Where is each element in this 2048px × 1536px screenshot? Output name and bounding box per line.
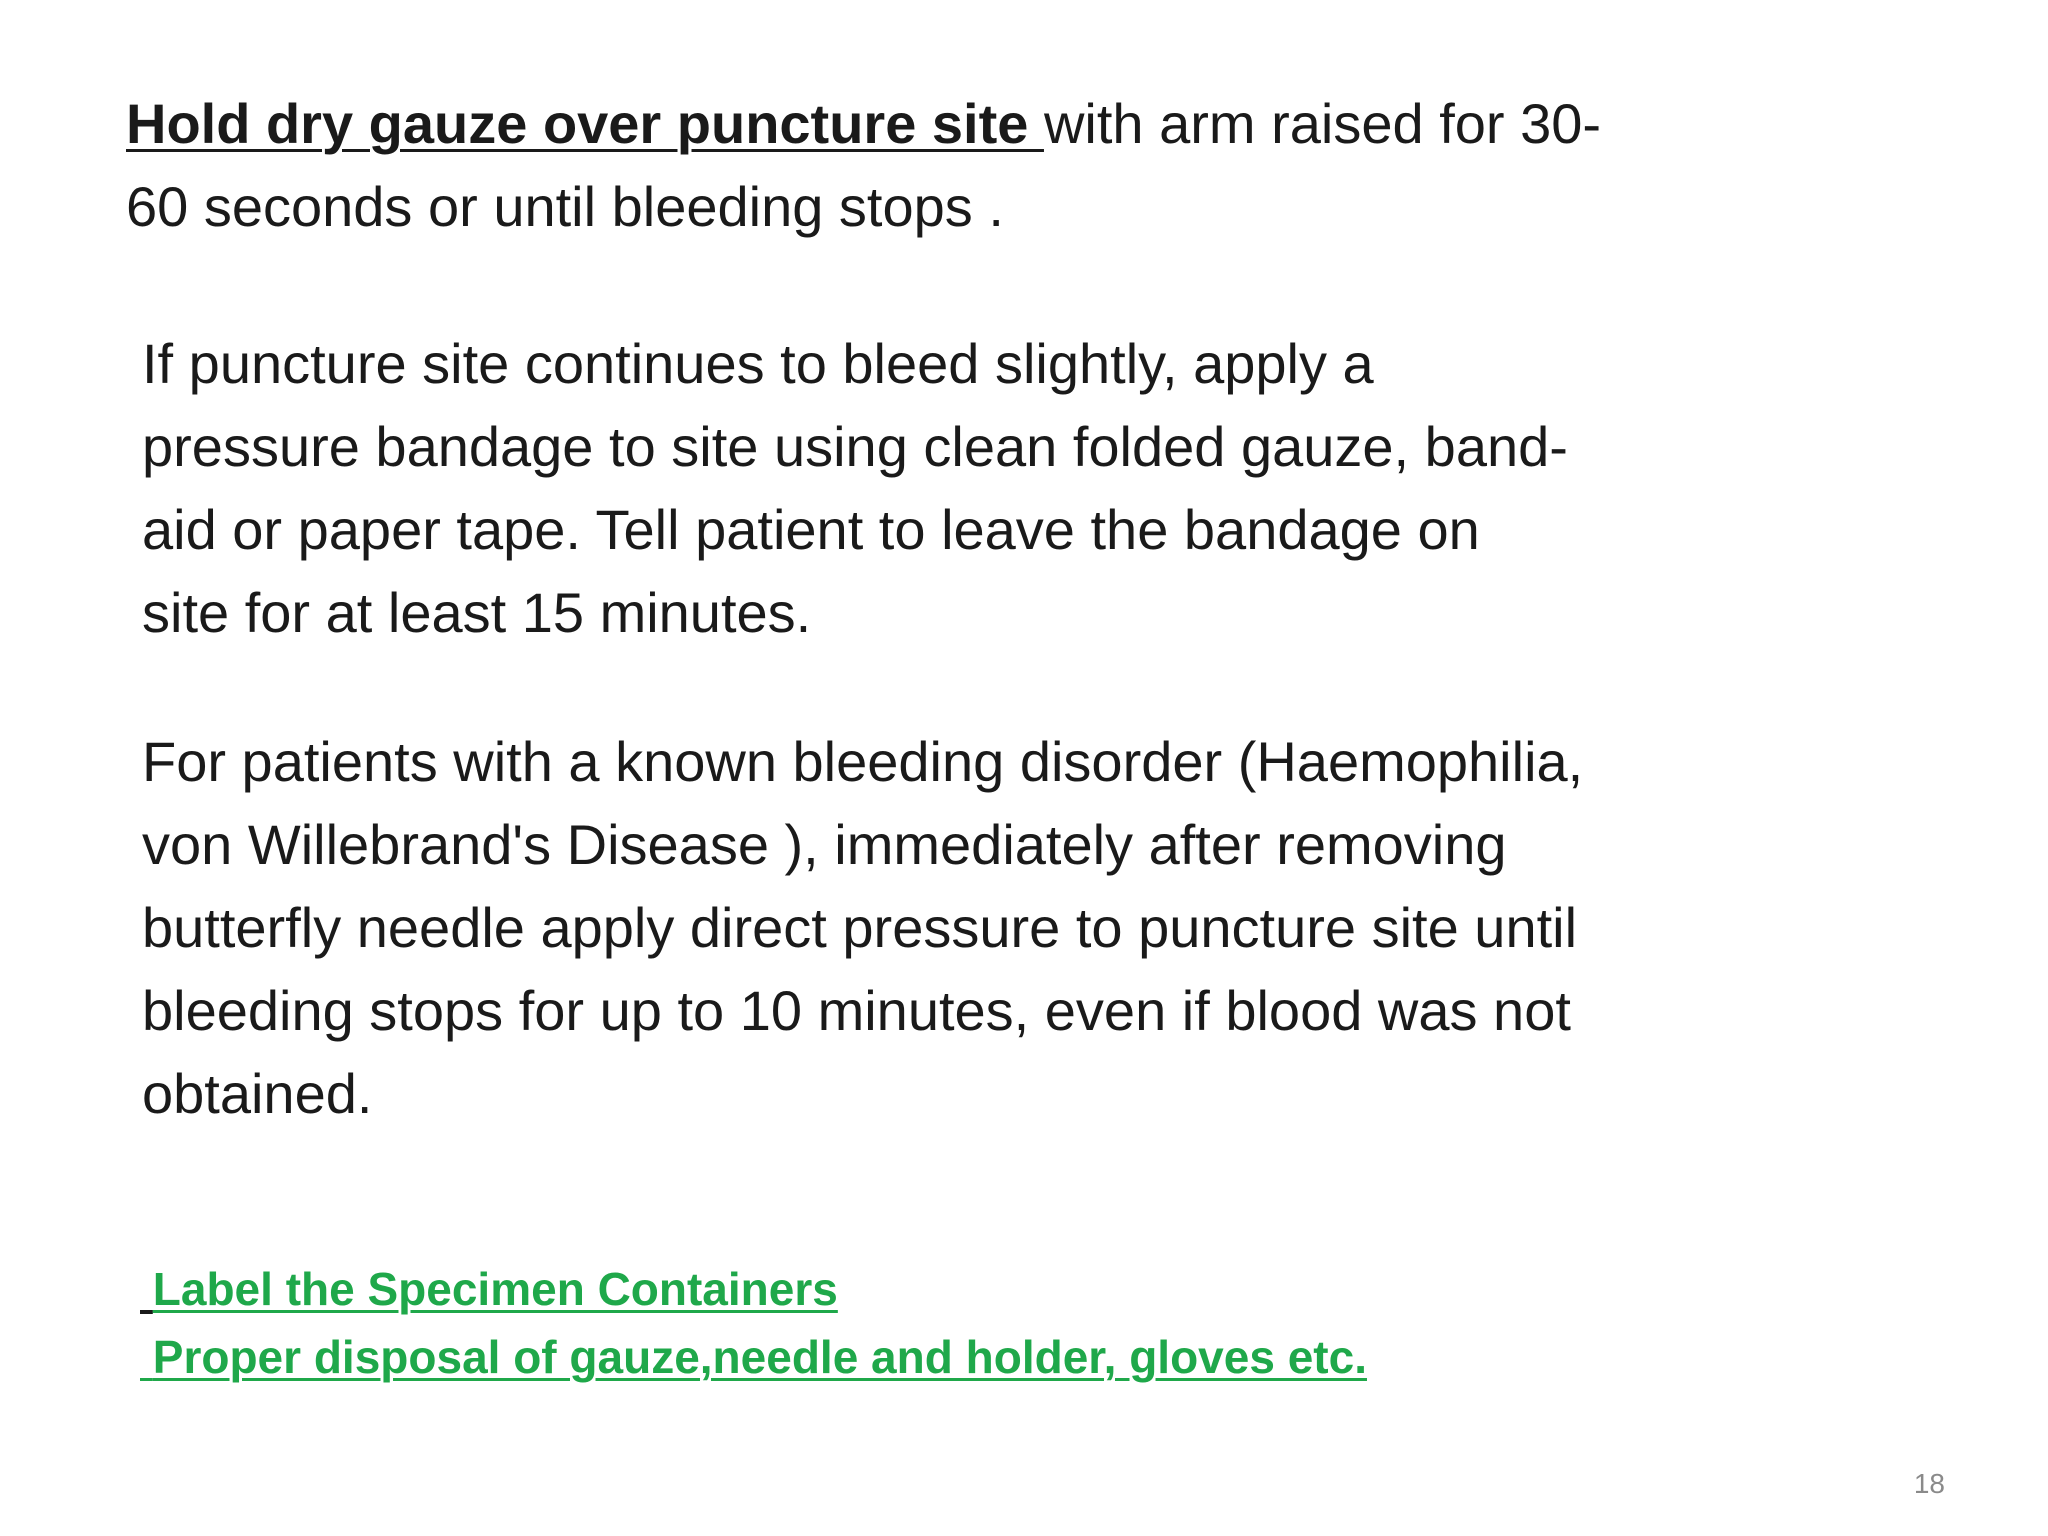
- paragraph-line: pressure bandage to site using clean folded gauze, band-: [142, 415, 1568, 478]
- link-proper-disposal[interactable]: [140, 1323, 1367, 1391]
- hyperlink-list: [140, 1255, 1367, 1391]
- link-label-specimen-containers-text: Label the Specimen Containers: [152, 1263, 838, 1315]
- paragraph-line: bleeding stops for up to 10 minutes, even if blood was not: [142, 979, 1571, 1042]
- paragraph-line: butterfly needle apply direct pressure to puncture site until: [142, 896, 1578, 959]
- page-number: 18: [1913, 1468, 1945, 1499]
- paragraph-hold-gauze: [126, 82, 1601, 248]
- paragraph-hold-gauze-line-2: 60 seconds or until bleeding stops .: [126, 175, 1004, 238]
- link-label-specimen-containers[interactable]: [140, 1255, 1367, 1323]
- paragraph-hold-gauze-line-1: [126, 82, 1601, 165]
- bold-underlined-lead: Hold dry gauze over puncture site: [126, 92, 1044, 155]
- paragraph-line: site for at least 15 minutes.: [142, 581, 812, 644]
- paragraph-line: von Willebrand's Disease ), immediately after removing: [142, 813, 1507, 876]
- paragraph-line: aid or paper tape. Tell patient to leave the bandage on: [142, 498, 1480, 561]
- paragraph-line: For patients with a known bleeding disorder (Haemophilia,: [142, 730, 1584, 793]
- paragraph-bleeding-disorder: [142, 720, 1583, 1135]
- paragraph-line: If puncture site continues to bleed slightly, apply a: [142, 332, 1374, 395]
- paragraph-line: obtained.: [142, 1062, 373, 1125]
- lead-continuation: with arm raised for 30-: [1043, 92, 1602, 155]
- link-proper-disposal-text: Proper disposal of gauze,needle and holder, gloves etc.: [152, 1331, 1367, 1383]
- paragraph-pressure-bandage: [142, 322, 1568, 654]
